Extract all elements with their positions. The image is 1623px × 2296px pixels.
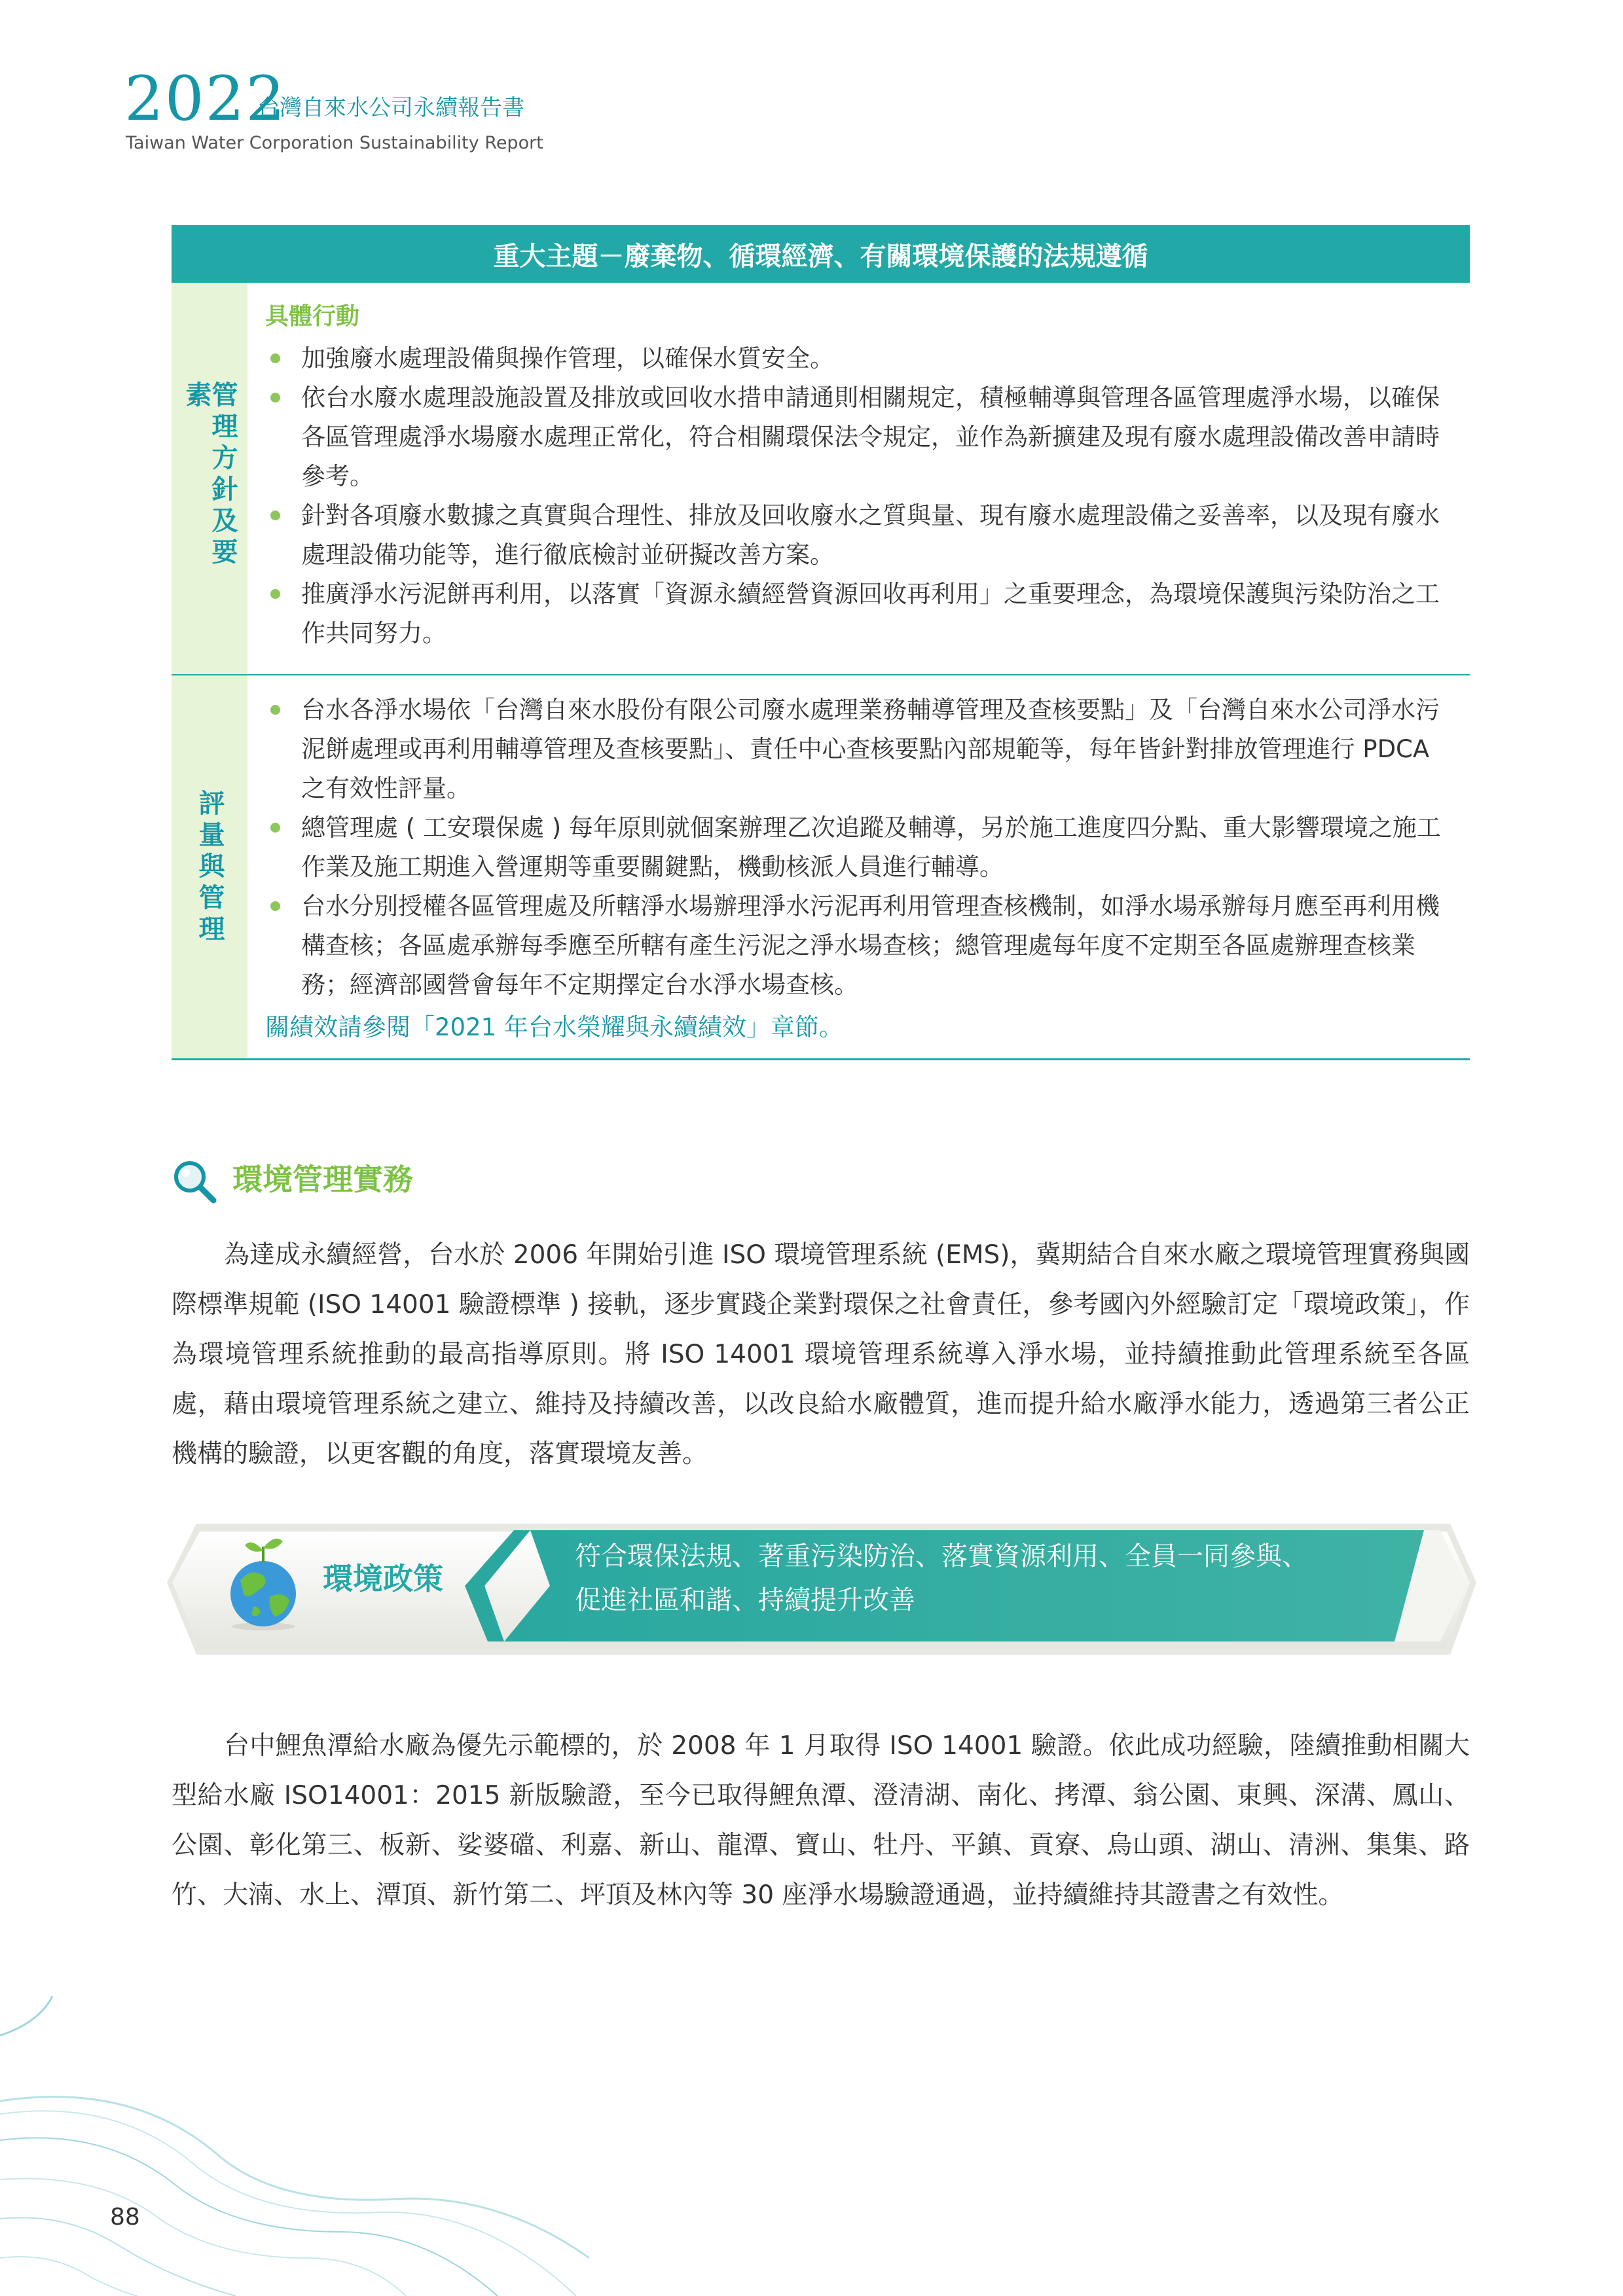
list-item: 總管理處 ( 工安環保處 ) 每年原則就個案辦理乙次追蹤及輔導，另於施工進度四分點、重大影響環境之施工作業及施工期進入營運期等重要關鍵點，機動核派人員進行輔導。 [265, 808, 1450, 887]
page-number: 88 [110, 2204, 140, 2231]
list-item: 台水分別授權各區管理處及所轄淨水場辦理淨水污泥再利用管理查核機制，如淨水場承辦每月應至再利用機構查核；各區處承辦每季應至所轄有產生污泥之淨水場查核；總管理處每年度不定期至各區處辦理查核業務；經濟部國營會每年不定期擇定台水淨水場查核。 [265, 887, 1450, 1005]
management-bullet-list [265, 339, 1450, 653]
policy-line-2: 促進社區和諧、持續提升改善 [575, 1585, 915, 1615]
bullet-dot-icon [270, 511, 280, 520]
list-item: 針對各項廢水數據之真實與合理性、排放及回收廢水之質與量、現有廢水處理設備之妥善率，以及現有廢水處理設備功能等，進行徹底檢討並研擬改善方案。 [265, 496, 1450, 575]
management-side-cell [172, 283, 247, 675]
list-item: 加強廢水處理設備與操作管理，以確保水質安全。 [265, 339, 1450, 378]
bullet-dot-icon [270, 353, 280, 363]
table-row-divider [172, 674, 1470, 675]
section-paragraph-2: 台中鯉魚潭給水廠為優先示範標的，於 2008 年 1 月取得 ISO 14001 驗證。依此成功經驗，陸續推動相關大型給水廠 ISO14001：2015 新版驗證，至今已取得鯉魚潭、澄清湖、南化、拷潭、翁公園、東興、深溝、鳳山、公園、彰化第三、板新、娑婆礑、利嘉、新山、龍潭、寶山、牡丹、平鎮、貢寮、烏山頭、湖山、清洲、集集、路竹、大湳、水上、潭頂、新竹第二、坪頂及林內等 30 座淨水場驗證通過，並持續維持其證書之有效性。 [172, 1731, 1470, 1910]
bullet-dot-icon [270, 589, 280, 599]
list-item: 依台水廢水處理設施設置及排放或回收水措申請通則相關規定，積極輔導與管理各區管理處淨水場，以確保各區管理處淨水場廢水處理正常化，符合相關環保法令規定，並作為新擴建及現有廢水處理設備改善申請時參考。 [265, 378, 1450, 496]
magnifier-icon [172, 1158, 217, 1204]
topic-header-text: 重大主題－廢棄物、循環經濟、有關環境保護的法規遵循 [493, 241, 1148, 272]
performance-reference-note: 關績效請參閱「2021 年台水榮耀與永續績效」章節。 [265, 1013, 843, 1041]
decorative-wave-lines [0, 1983, 589, 2296]
section-title: 環境管理實務 [232, 1162, 413, 1197]
evaluation-bullet-list [265, 691, 1450, 1005]
bullet-dot-icon [270, 705, 280, 715]
section-paragraph-1: 為達成永續經營，台水於 2006 年開始引進 ISO 環境管理系統 (EMS)，冀期結合自來水廠之環境管理實務與國際標準規範 (ISO 14001 驗證標準 ) 接軌，逐步實踐企業對環保之社會責任，參考國內外經驗訂定「環境政策」，作為環境管理系統推動的最高指導原則。將 ISO 14001 環境管理系統導入淨水場，並持續推動此管理系統至各區處，藉由環境管理系統之建立、維持及持續改善，以改良給水廠體質，進而提升給水廠淨水能力，透過第三者公正機構的驗證，以更客觀的角度，落實環境友善。 [172, 1240, 1470, 1469]
topic-table-header [172, 225, 1470, 283]
table-bottom-border [172, 1058, 1470, 1060]
policy-label: 環境政策 [323, 1561, 443, 1596]
list-item: 台水各淨水場依「台灣自來水股份有限公司廢水處理業務輔導管理及查核要點」及「台灣自來水公司淨水污泥餅處理或再利用輔導管理及查核要點」、責任中心查核要點內部規範等，每年皆針對排放管理進行 PDCA 之有效性評量。 [265, 691, 1450, 808]
report-year: 2022 [124, 63, 287, 135]
bullet-dot-icon [270, 901, 280, 911]
bullet-dot-icon [270, 823, 280, 833]
concrete-actions-heading: 具體行動 [265, 303, 360, 330]
policy-line-1: 符合環保法規、著重污染防治、落實資源利用、全員一同參與、 [575, 1541, 1308, 1571]
management-label: 管理方針及要素 [181, 381, 238, 569]
list-item: 推廣淨水污泥餅再利用，以落實「資源永續經營資源回收再利用」之重要理念，為環境保護與污染防治之工作共同努力。 [265, 575, 1450, 653]
evaluation-side-cell [172, 675, 247, 1060]
report-title-en: Taiwan Water Corporation Sustainability Report [126, 133, 543, 153]
policy-text [575, 1535, 1413, 1623]
evaluation-label: 評量與管理 [194, 789, 225, 946]
report-title-zh: 台灣自來水公司永續報告書 [257, 95, 524, 121]
globe-plant-icon [217, 1528, 309, 1633]
bullet-dot-icon [270, 393, 280, 403]
